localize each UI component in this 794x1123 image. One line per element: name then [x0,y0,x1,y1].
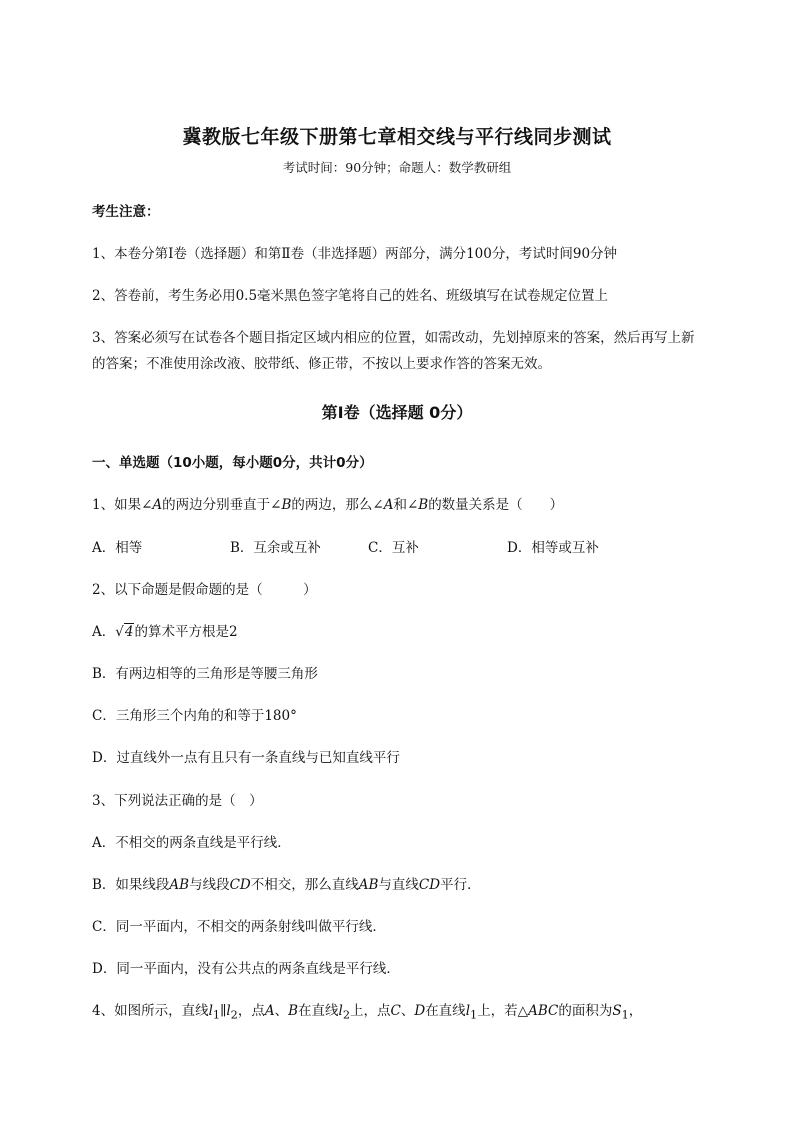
q2-option-a-prefix: A． [92,624,116,640]
q4-text-f: 上，若△ [477,1003,529,1019]
q4-l2-again: l [338,1003,343,1019]
q4-text-b: ，点 [237,1003,265,1019]
q3-b-text-e: 平行． [440,877,481,893]
q3-option-a[interactable]: A．不相交的两条直线是平行线． [92,835,291,851]
q3-b-text-c: 不相交，那么直线 [250,877,359,893]
q3-option-d[interactable]: D．同一平面内，没有公共点的两条直线是平行线． [92,961,400,977]
q1-var-b: B [281,497,292,513]
q3-b-var-1: AB [169,877,190,893]
question-4-stem [92,999,642,1022]
q3-option-c[interactable]: C．同一平面内，不相交的两条射线叫做平行线． [92,919,386,935]
q4-text-c: 在直线 [298,1003,339,1019]
q4-point-c: C [390,1003,401,1019]
q1-text-e: 的数量关系是（ ） [428,497,564,513]
q3-b-var-2: CD [229,877,251,893]
part-heading: 一、单选题（10小题，每小题0分，共计0分） [92,455,373,471]
q1-var-a: A [152,497,163,513]
q1-option-a[interactable]: A．相等 [92,540,143,556]
q4-l1: l [208,1003,213,1019]
q1-option-d[interactable]: D．相等或互补 [507,540,599,556]
q4-l2-again-sub: 2 [342,1008,351,1022]
q4-area-s: S [612,1003,622,1019]
exam-subtitle: 考试时间：90分钟；命题人：数学教研组 [282,160,512,175]
q3-b-var-3: AB [358,877,379,893]
q4-point-d: D [414,1003,426,1019]
sqrt-radicand: 4 [124,624,134,640]
q2-option-a[interactable] [92,620,238,640]
q4-l2: l [226,1003,231,1019]
q4-text-h: ， [628,1003,643,1019]
q4-text-g: 的面积为 [558,1003,613,1019]
q2-option-c[interactable]: C．三角形三个内角的和等于180° [92,708,297,724]
q3-b-text-b: 与线段 [189,877,230,893]
notice-item-3-cont: 的答案；不准使用涂改液、胶带纸、修正带，不按以上要求作答的答案无效。 [92,356,551,372]
q1-text-d: 和∠ [393,497,419,513]
q1-option-c[interactable]: C．互补 [368,540,419,556]
q1-text-a: 1、如果∠ [92,497,153,513]
q4-point-b: B [288,1003,299,1019]
question-1-options [92,536,702,556]
q1-var-c: A [383,497,394,513]
q1-option-b[interactable]: B．互余或互补 [230,540,321,556]
q2-option-b[interactable]: B．有两边相等的三角形是等腰三角形 [92,666,318,682]
q4-triangle: ABC [528,1003,559,1019]
q1-var-d: B [418,497,429,513]
q4-parallel: ∥ [220,1003,227,1019]
q4-l1-again: l [465,1003,471,1019]
sqrt-symbol: √4 [115,624,134,640]
q4-sep-1: 、 [274,1003,289,1019]
question-3-stem: 3、下列说法正确的是（ ） [92,793,263,809]
q4-point-a: A [264,1003,275,1019]
q4-area-sub: 1 [621,1008,629,1022]
q3-option-b[interactable] [92,873,481,893]
q4-l1-sub: 1 [212,1008,221,1022]
q4-sep-2: 、 [400,1003,415,1019]
q4-l1-again-sub: 1 [470,1008,478,1022]
q3-b-var-4: CD [418,877,441,893]
q1-text-b: 的两边分别垂直于∠ [162,497,282,513]
question-1-stem [92,493,563,513]
question-2-stem: 2、以下命题是假命题的是（ ） [92,582,317,598]
q3-b-text-d: 与直线 [378,877,419,893]
exam-title: 冀教版七年级下册第七章相交线与平行线同步测试 [182,126,612,148]
notice-item-2: 2、答卷前，考生务必用0.5毫米黑色签字笔将自己的姓名、班级填写在试卷规定位置上 [92,288,609,304]
notice-item-3: 3、答案必须写在试卷各个题目指定区域内相应的位置，如需改动，先划掉原来的答案，然后再写上新 [92,330,695,346]
q1-text-c: 的两边，那么∠ [291,497,384,513]
q2-option-a-suffix: 的算术平方根是2 [134,624,238,640]
q3-b-text-a: B．如果线段 [92,877,170,893]
q2-option-d[interactable]: D．过直线外一点有且只有一条直线与已知直线平行 [92,750,400,766]
q4-text-a: 4、如图所示，直线 [92,1003,209,1019]
notice-item-1: 1、本卷分第I卷（选择题）和第Ⅱ卷（非选择题）两部分，满分100分，考试时间90分钟 [92,246,618,262]
notice-heading: 考生注意： [92,204,160,220]
q4-text-d: 上，点 [350,1003,391,1019]
q4-l2-sub: 2 [230,1008,238,1022]
q4-text-e: 在直线 [425,1003,466,1019]
section-title: 第I卷（选择题 0分） [321,403,473,422]
